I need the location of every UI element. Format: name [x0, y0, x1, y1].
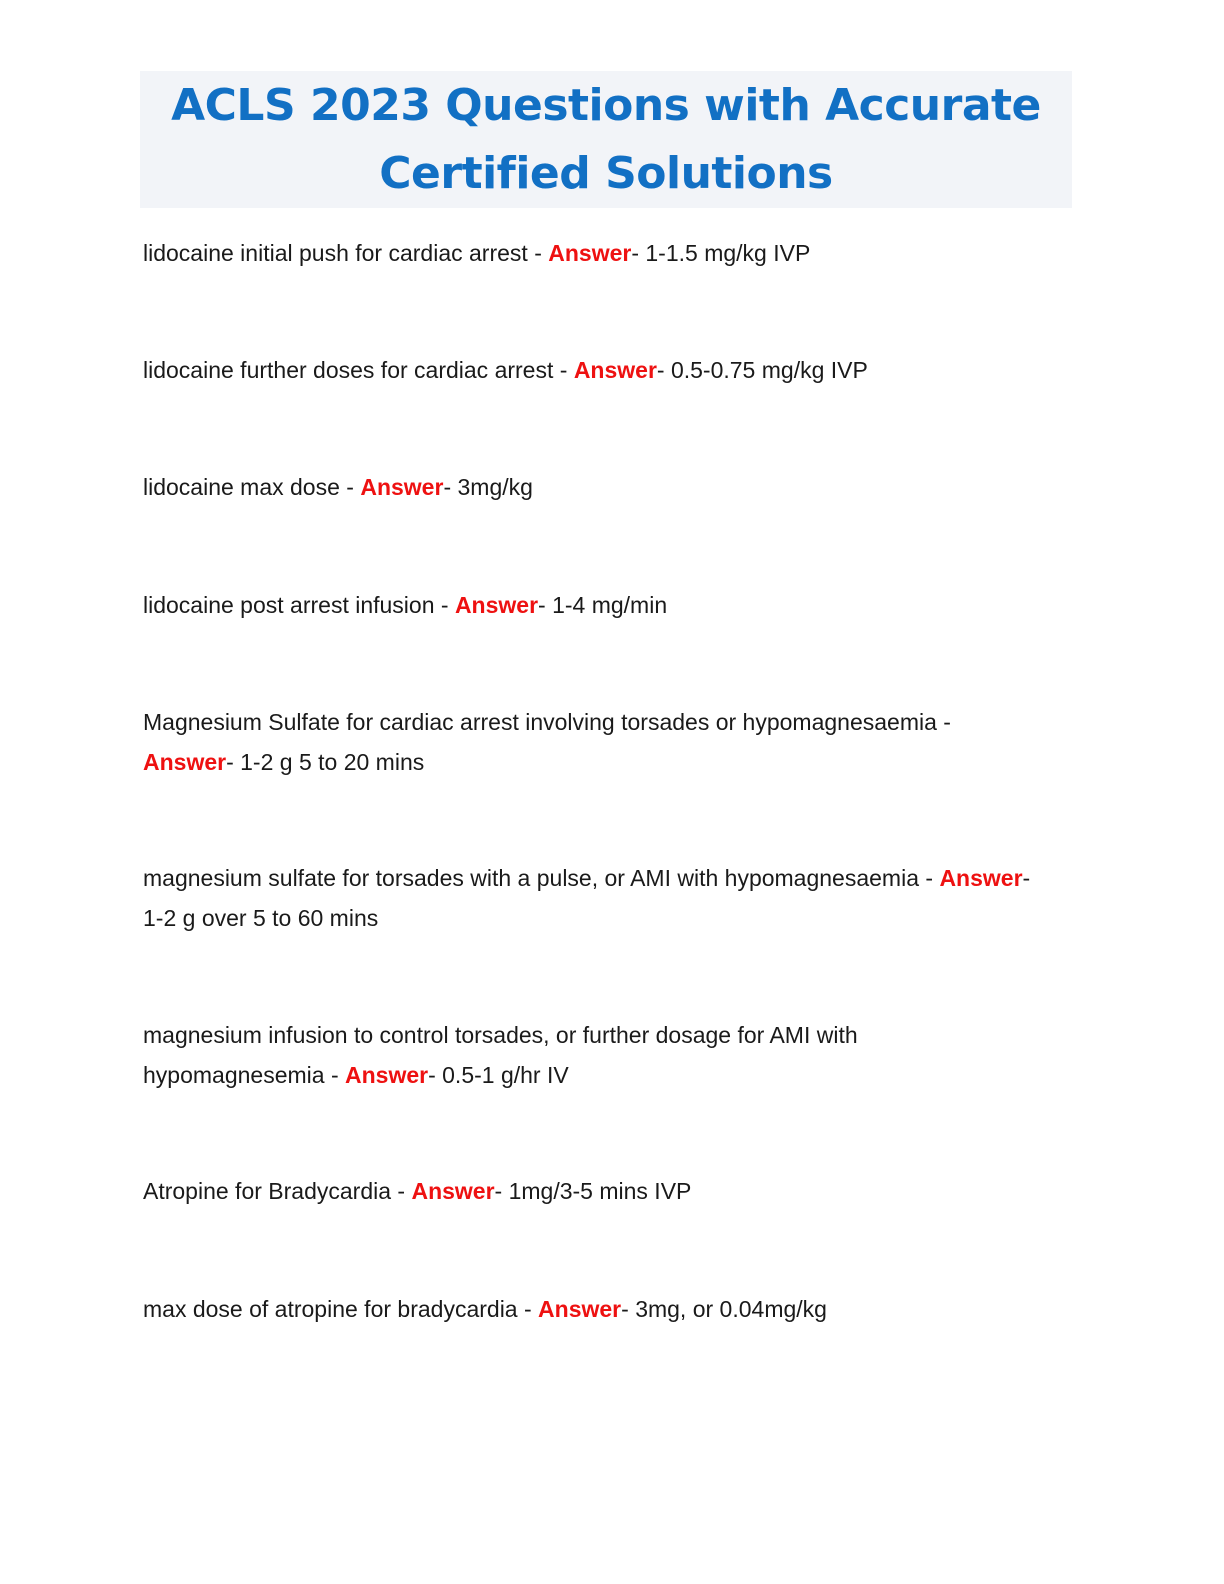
answer-label: Answer [538, 1296, 622, 1322]
question-text: max dose of atropine for bradycardia - [143, 1296, 539, 1322]
qa-item-magnesium-infusion [143, 1015, 1043, 1095]
question-text: Atropine for Bradycardia - [143, 1178, 412, 1204]
answer-text: - 1mg/3-5 mins IVP [494, 1178, 692, 1204]
answer-text: - 0.5-1 g/hr IV [428, 1062, 569, 1088]
answer-label: Answer [411, 1178, 495, 1204]
answer-label: Answer [573, 357, 657, 383]
qa-item-magnesium-cardiac-arrest [143, 702, 1043, 782]
qa-item-magnesium-torsades-pulse [143, 858, 1043, 938]
question-text: magnesium sulfate for torsades with a pulse, or AMI with hypomagnesaemia - [143, 865, 940, 891]
answer-label: Answer [454, 592, 539, 618]
qa-item-atropine-max-dose [143, 1289, 1043, 1329]
answer-text: - 3mg/kg [443, 474, 533, 500]
qa-item-lidocaine-initial-push [143, 233, 1043, 273]
answer-label: Answer [143, 749, 227, 775]
question-text: Magnesium Sulfate for cardiac arrest involving torsades or hypomagnesaemia - [143, 709, 951, 735]
qa-item-atropine-bradycardia [143, 1171, 1043, 1211]
answer-label: Answer [345, 1062, 429, 1088]
answer-text: - 0.5-0.75 mg/kg IVP [656, 357, 868, 383]
title-line-2: Certified Solutions [379, 147, 833, 199]
answer-text: - 1-1.5 mg/kg IVP [631, 240, 811, 266]
answer-text: - 1-2 g over 5 to 60 mins [143, 865, 1031, 931]
answer-label: Answer [360, 474, 444, 500]
answer-label: Answer [939, 865, 1023, 891]
answer-label: Answer [548, 240, 632, 266]
question-text: magnesium infusion to control torsades, or further dosage for AMI with hypomagnesemia - [143, 1022, 858, 1088]
answer-text: - 1-4 mg/min [538, 592, 668, 618]
qa-item-lidocaine-max-dose [143, 467, 1043, 507]
answer-text: - 1-2 g 5 to 20 mins [226, 749, 425, 775]
question-text: lidocaine max dose - [143, 474, 361, 500]
question-text: lidocaine post arrest infusion - [143, 592, 455, 618]
question-text: lidocaine initial push for cardiac arrest - [143, 240, 549, 266]
document-title [140, 71, 1072, 208]
question-text: lidocaine further doses for cardiac arrest - [143, 357, 574, 383]
answer-text: - 3mg, or 0.04mg/kg [621, 1296, 827, 1322]
qa-item-lidocaine-post-arrest-infusion [143, 585, 1043, 625]
title-line-1: ACLS 2023 Questions with Accurate [171, 79, 1041, 131]
qa-item-lidocaine-further-doses [143, 350, 1043, 390]
